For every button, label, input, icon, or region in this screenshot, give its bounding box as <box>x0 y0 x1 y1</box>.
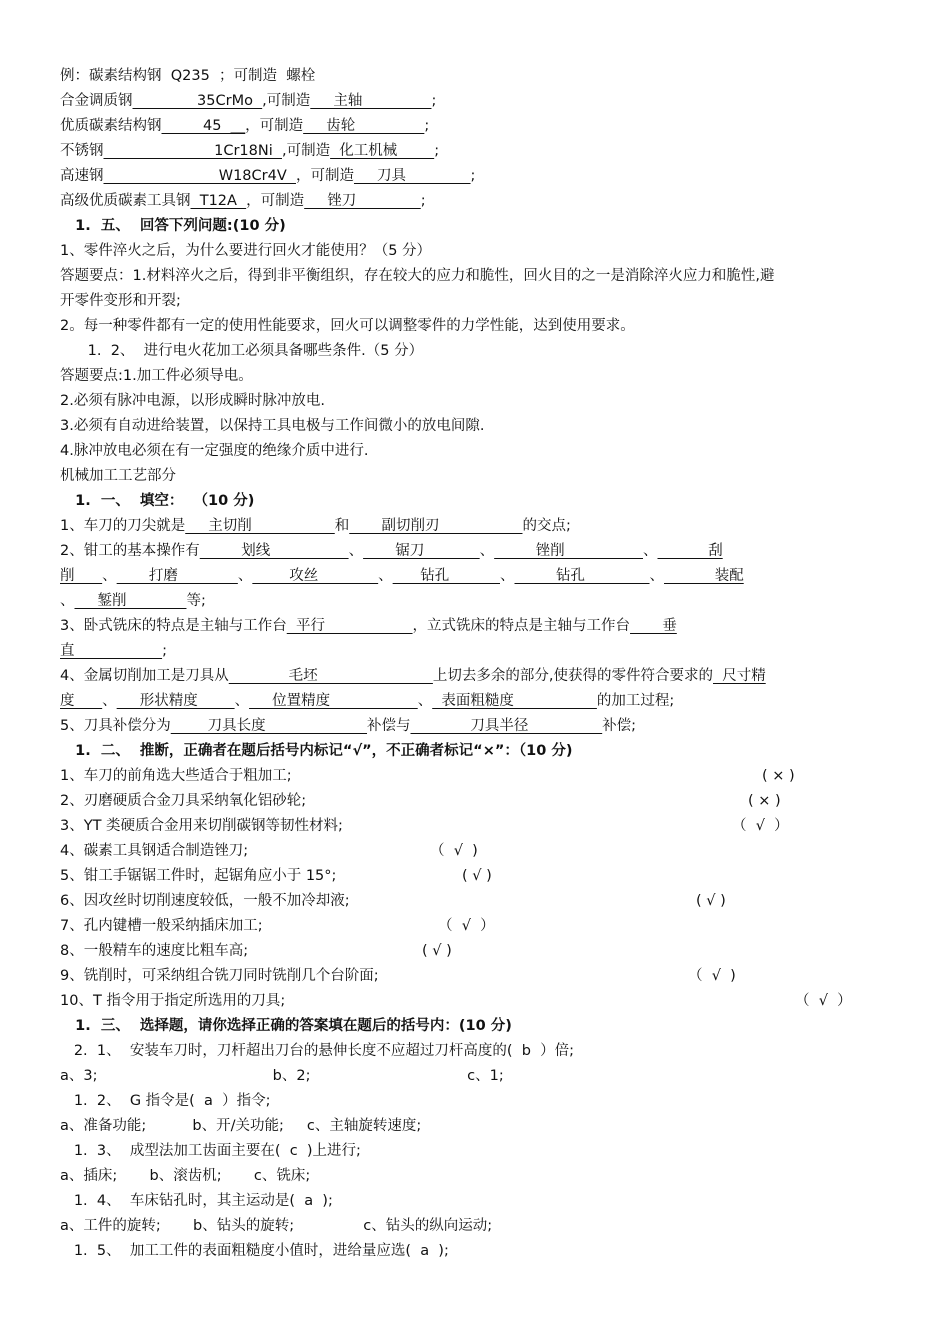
fill-blank-answer: 打磨 <box>116 568 238 584</box>
fill-blank-answer: 刀具 <box>353 168 471 184</box>
text-segment: 3.必须有自动进给装置，以保持工具电极与工作间微小的放电间隙. <box>60 418 485 434</box>
text-segment: 机械加工工艺部分 <box>60 468 176 484</box>
text-segment: 补偿与 <box>367 718 411 734</box>
text-segment: 补偿; <box>602 718 637 734</box>
text-segment: 高速钢 <box>60 168 104 184</box>
text-segment: 5、刀具补偿分为 <box>60 718 171 734</box>
text-segment: 7、孔内键槽一般采纳插床加工; <box>60 918 263 934</box>
text-line <box>60 1241 449 1261</box>
fill-blank-answer: 齿轮 <box>303 118 425 134</box>
text-segment: 1. 一、 填空： （10 分) <box>60 493 255 509</box>
answer-mark: ( √ ) <box>462 868 492 884</box>
text-segment: 3、卧式铣床的特点是主轴与工作台 <box>60 618 287 634</box>
text-segment: 高级优质碳素工具钢 <box>60 193 191 209</box>
text-line <box>60 416 484 436</box>
text-line <box>60 841 248 861</box>
text-segment: 1. 三、 选择题，请你选择正确的答案填在题后的括号内：(10 分) <box>60 1018 512 1034</box>
text-segment: 的加工过程; <box>596 693 675 709</box>
text-segment: 4、金属切削加工是刀具从 <box>60 668 229 684</box>
text-line <box>60 1141 361 1161</box>
text-segment: 3、YT 类硬质合金用来切削碳钢等韧性材料; <box>60 818 343 834</box>
text-segment: 2。每一种零件都有一定的使用性能要求，回火可以调整零件的力学性能，达到使用要求。 <box>60 318 635 334</box>
text-line <box>60 1116 421 1136</box>
text-line <box>60 1091 271 1111</box>
text-line <box>60 966 379 986</box>
fill-blank-answer: 形状精度 <box>116 693 235 709</box>
text-line <box>60 1016 512 1036</box>
text-line <box>60 116 429 136</box>
text-segment: 2、钳工的基本操作有 <box>60 543 200 559</box>
text-segment: 4.脉冲放电必须在有一定强度的绝缘介质中进行. <box>60 443 369 459</box>
text-line <box>60 616 677 636</box>
text-line <box>60 266 774 286</box>
answer-mark: （ √ ) <box>430 843 478 859</box>
text-line <box>60 741 572 761</box>
text-segment: 1. 2、 G 指令是( a ）指令; <box>60 1093 271 1109</box>
answer-mark: （ √ ） <box>732 818 789 834</box>
text-segment: 6、因攻丝时切削速度较低，一般不加冷却液; <box>60 893 350 909</box>
fill-blank-answer: 钻孔 <box>392 568 500 584</box>
text-segment: 1. 二、 推断，正确者在题后括号内标记“√”，不正确者标记“×”：（10 分) <box>60 743 573 759</box>
text-segment: 1. 3、 成型法加工齿面主要在( c )上进行; <box>60 1143 361 1159</box>
fill-blank-answer: 化工机械 <box>330 143 435 159</box>
text-line <box>60 516 571 536</box>
text-segment: 、 <box>417 693 433 709</box>
answer-mark: ( √ ) <box>696 893 726 909</box>
text-segment: 8、一般精车的速度比粗车高; <box>60 943 249 959</box>
text-segment: 、 <box>643 543 658 559</box>
text-segment: ,可制造 <box>281 143 331 159</box>
text-segment: 答题要点:1.加工件必须导电。 <box>60 368 253 384</box>
text-segment: 等; <box>186 593 206 609</box>
fill-blank-answer: 35CrMo <box>132 93 263 109</box>
text-segment: ; <box>162 643 167 659</box>
text-line <box>60 91 436 111</box>
text-segment: 2. 1、 安装车刀时，刀杆超出刀台的悬伸长度不应超过刀杆高度的( b ）倍; <box>60 1043 575 1059</box>
text-line <box>60 166 475 186</box>
text-segment: 、 <box>649 568 665 584</box>
text-segment: ; <box>420 193 426 209</box>
text-segment: ，可制造 <box>295 168 354 184</box>
text-segment: ; <box>431 93 437 109</box>
text-line <box>60 241 431 261</box>
text-line <box>60 291 181 311</box>
fill-blank-answer: 垂 <box>630 618 677 634</box>
text-segment: 、 <box>60 593 75 609</box>
text-segment: a、准备功能; b、开/关功能; c、主轴旋转速度; <box>60 1118 422 1134</box>
text-line <box>60 791 306 811</box>
fill-blank-answer: 毛坯 <box>228 668 433 684</box>
text-line <box>60 541 723 561</box>
fill-blank-answer: 平行 <box>286 618 413 634</box>
text-segment: 、 <box>102 568 117 584</box>
text-line <box>60 641 167 661</box>
text-line <box>60 66 315 86</box>
fill-blank-answer: 锉削 <box>494 543 643 559</box>
fill-blank-answer: 主切削 <box>185 518 335 534</box>
fill-blank-answer: 削 <box>60 568 103 584</box>
text-segment: 4、碳素工具钢适合制造锉刀; <box>60 843 249 859</box>
text-line <box>60 316 635 336</box>
text-line <box>60 766 292 786</box>
text-line <box>60 191 426 211</box>
text-line <box>60 141 439 161</box>
text-segment: a、3; b、2; c、1; <box>60 1068 504 1084</box>
text-segment: ,可制造 <box>262 93 311 109</box>
text-segment: 和 <box>334 518 350 534</box>
text-segment: 例：碳素结构钢 Q235 ；可制造 螺栓 <box>60 68 316 84</box>
text-line <box>60 341 423 361</box>
fill-blank-answer: 刀具半径 <box>410 718 603 734</box>
text-segment: 、 <box>237 568 253 584</box>
fill-blank-answer: 攻丝 <box>252 568 379 584</box>
text-segment: ; <box>470 168 476 184</box>
text-segment: 、 <box>348 543 364 559</box>
answer-mark: ( √ ) <box>422 943 452 959</box>
text-line <box>60 491 254 511</box>
fill-blank-answer: 尺寸精 <box>713 668 766 684</box>
text-segment: 、 <box>234 693 250 709</box>
text-line <box>60 391 325 411</box>
text-segment: 2.必须有脉冲电源，以形成瞬时脉冲放电. <box>60 393 325 409</box>
text-segment: 不锈钢 <box>60 143 104 159</box>
text-line <box>60 716 636 736</box>
text-line <box>60 916 263 936</box>
fill-blank-answer: 锉刀 <box>304 193 421 209</box>
text-line <box>60 666 766 686</box>
text-segment: 、 <box>378 568 393 584</box>
text-line <box>60 1066 504 1086</box>
answer-mark: （ √ ） <box>795 993 852 1009</box>
fill-blank-answer: 锯刀 <box>363 543 480 559</box>
fill-blank-answer: 表面粗糙度 <box>432 693 597 709</box>
text-segment: 1、零件淬火之后，为什么要进行回火才能使用？（5 分） <box>60 243 432 259</box>
text-line <box>60 816 343 836</box>
fill-blank-answer: 直 <box>60 643 163 659</box>
text-segment: 上切去多余的部分,使获得的零件符合要求的 <box>432 668 713 684</box>
text-segment: 优质碳素结构钢 <box>60 118 162 134</box>
fill-blank-answer: 钻孔 <box>514 568 650 584</box>
fill-blank-answer: 位置精度 <box>249 693 418 709</box>
fill-blank-answer: 錾削 <box>74 593 187 609</box>
text-line <box>60 941 248 961</box>
text-segment: 1. 5、 加工工件的表面粗糙度小值时，进给量应选( a ); <box>60 1243 449 1259</box>
text-segment: 1. 4、 车床钻孔时，其主运动是( a ); <box>60 1193 333 1209</box>
text-segment: ，可制造 <box>246 193 305 209</box>
fill-blank-answer: 副切削刃 <box>349 518 523 534</box>
fill-blank-answer: 划线 <box>199 543 349 559</box>
text-line <box>60 216 286 236</box>
text-segment: 答题要点：1.材料淬火之后，得到非平衡组织，存在较大的应力和脆性，回火目的之一是消除淬火应力和脆性,避 <box>60 268 775 284</box>
text-line <box>60 591 206 611</box>
text-line <box>60 1041 574 1061</box>
text-segment: 合金调质钢 <box>60 93 133 109</box>
text-line <box>60 441 368 461</box>
fill-blank-answer: W18Cr4V <box>103 168 296 184</box>
text-segment: ，立式铣床的特点是主轴与工作台 <box>412 618 631 634</box>
fill-blank-answer: 主轴 <box>310 93 432 109</box>
fill-blank-answer: 度 <box>60 693 103 709</box>
answer-mark: （ √ ） <box>438 918 495 934</box>
text-segment: 、 <box>102 693 117 709</box>
fill-blank-answer: 刀具长度 <box>170 718 368 734</box>
text-segment: 开零件变形和开裂; <box>60 293 181 309</box>
text-line <box>60 366 253 386</box>
fill-blank-answer: 1Cr18Ni <box>103 143 282 159</box>
text-segment: 1. 2、 进行电火花加工必须具备哪些条件.（5 分） <box>60 343 424 359</box>
text-segment: 1、车刀的前角选大些适合于粗加工; <box>60 768 292 784</box>
fill-blank-answer: 刮 <box>657 543 723 559</box>
text-line <box>60 566 744 586</box>
text-segment: 10、T 指令用于指定所选用的刀具; <box>60 993 286 1009</box>
text-segment: 的交点; <box>522 518 571 534</box>
text-segment: 2、刃磨硬质合金刀具采纳氧化铝砂轮; <box>60 793 307 809</box>
text-line <box>60 866 336 886</box>
text-segment: a、插床; b、滚齿机; c、铣床; <box>60 1168 311 1184</box>
text-line <box>60 466 176 486</box>
fill-blank-answer: 45 __ <box>161 118 246 134</box>
text-segment: 5、钳工手锯锯工件时，起锯角应小于 15°; <box>60 868 337 884</box>
text-line <box>60 991 285 1011</box>
text-line <box>60 1166 310 1186</box>
text-segment: 1、车刀的刀尖就是 <box>60 518 186 534</box>
text-segment: 9、铣削时，可采纳组合铣刀同时铣削几个台阶面; <box>60 968 379 984</box>
text-line <box>60 1216 492 1236</box>
text-segment: ; <box>434 143 440 159</box>
answer-mark: ( × ) <box>762 768 795 784</box>
answer-mark: ( × ) <box>748 793 781 809</box>
text-line <box>60 1191 333 1211</box>
text-line <box>60 691 674 711</box>
text-segment: 、 <box>500 568 515 584</box>
text-segment: 1. 五、 回答下列问题:(10 分) <box>60 218 286 234</box>
text-line <box>60 891 350 911</box>
text-segment: 、 <box>479 543 495 559</box>
text-segment: ; <box>424 118 430 134</box>
text-segment: a、工件的旋转; b、钻头的旋转; c、钻头的纵向运动; <box>60 1218 493 1234</box>
fill-blank-answer: T12A <box>190 193 247 209</box>
answer-mark: （ √ ) <box>688 968 736 984</box>
fill-blank-answer: 装配 <box>664 568 744 584</box>
text-segment: ，可制造 <box>245 118 304 134</box>
